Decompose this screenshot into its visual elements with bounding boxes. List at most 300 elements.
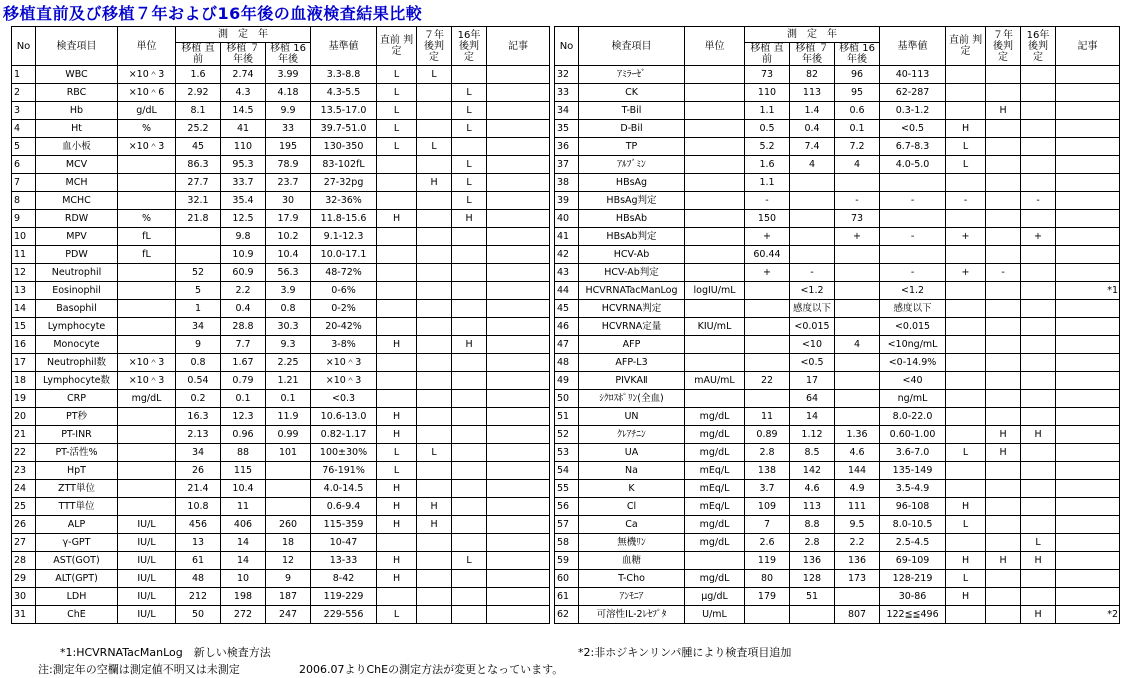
cell-note	[1056, 174, 1120, 192]
cell-16y: 33	[266, 120, 311, 138]
cell-7y: 4	[790, 156, 835, 174]
cell-no: 54	[555, 462, 579, 480]
cell-7y	[790, 192, 835, 210]
cell-judge-before	[377, 192, 417, 210]
cell-ref: <0.3	[311, 390, 377, 408]
cell-ref: 10.6-13.0	[311, 408, 377, 426]
cell-before: 52	[176, 264, 221, 282]
cell-before: 2.13	[176, 426, 221, 444]
cell-item: HBsAb判定	[579, 228, 685, 246]
table-row	[12, 606, 550, 624]
cell-7y: 0.4	[221, 300, 266, 318]
cell-ref: 3.3-8.8	[311, 66, 377, 84]
cell-no: 19	[12, 390, 36, 408]
cell-item: RBC	[36, 84, 118, 102]
cell-item: Hb	[36, 102, 118, 120]
cell-judge-16	[1021, 66, 1056, 84]
cell-judge-7	[417, 192, 452, 210]
cell-note	[487, 354, 550, 372]
cell-no: 59	[555, 552, 579, 570]
cell-7y: <0.5	[790, 354, 835, 372]
cell-16y: 187	[266, 588, 311, 606]
cell-judge-before	[946, 336, 986, 354]
cell-no: 56	[555, 498, 579, 516]
cell-unit: IU/L	[118, 570, 176, 588]
cell-item: HCVRNA判定	[579, 300, 685, 318]
cell-judge-7: H	[986, 552, 1021, 570]
cell-no: 30	[12, 588, 36, 606]
cell-before: 1.1	[745, 174, 790, 192]
cell-no: 61	[555, 588, 579, 606]
cell-judge-16	[452, 282, 487, 300]
cell-no: 35	[555, 120, 579, 138]
table-row	[12, 426, 550, 444]
cell-judge-16	[452, 588, 487, 606]
table-row	[12, 408, 550, 426]
cell-before: +	[745, 228, 790, 246]
cell-unit	[685, 264, 745, 282]
cell-item: ｱﾙﾌﾞﾐﾝ	[579, 156, 685, 174]
table-row	[12, 102, 550, 120]
cell-no: 40	[555, 210, 579, 228]
cell-judge-7	[986, 534, 1021, 552]
table-row	[555, 444, 1120, 462]
cell-16y: 9.5	[835, 516, 880, 534]
cell-ref: 4.0-5.0	[880, 156, 946, 174]
cell-7y: 82	[790, 66, 835, 84]
table-row	[555, 84, 1120, 102]
cell-before: 212	[176, 588, 221, 606]
cell-item: UA	[579, 444, 685, 462]
lab-table-left	[11, 26, 550, 624]
cell-16y	[266, 462, 311, 480]
cell-7y: 10.9	[221, 246, 266, 264]
cell-judge-16: L	[452, 156, 487, 174]
cell-note	[1056, 102, 1120, 120]
cell-7y: 14	[221, 552, 266, 570]
cell-note	[1056, 210, 1120, 228]
cell-item: ALP	[36, 516, 118, 534]
cell-no: 37	[555, 156, 579, 174]
table-row	[12, 336, 550, 354]
cell-ref: 0-6%	[311, 282, 377, 300]
cell-item: HBsAb	[579, 210, 685, 228]
cell-judge-16	[452, 462, 487, 480]
cell-7y: 7.4	[790, 138, 835, 156]
cell-7y: 2.2	[221, 282, 266, 300]
cell-judge-16: H	[1021, 552, 1056, 570]
cell-unit	[118, 318, 176, 336]
cell-judge-7	[986, 516, 1021, 534]
cell-judge-7	[417, 300, 452, 318]
cell-judge-7	[986, 210, 1021, 228]
cell-note	[1056, 354, 1120, 372]
cell-item: Na	[579, 462, 685, 480]
cell-unit: U/mL	[685, 606, 745, 624]
cell-judge-7: L	[417, 444, 452, 462]
cell-7y: 0.4	[790, 120, 835, 138]
cell-ref: <40	[880, 372, 946, 390]
header-measure-year: 測 定 年	[176, 27, 311, 43]
cell-16y: 7.2	[835, 138, 880, 156]
cell-16y: 173	[835, 570, 880, 588]
cell-ref: 8.0-10.5	[880, 516, 946, 534]
cell-7y: 64	[790, 390, 835, 408]
cell-judge-16	[452, 444, 487, 462]
cell-judge-16: H	[452, 210, 487, 228]
cell-judge-16	[452, 606, 487, 624]
cell-item: UN	[579, 408, 685, 426]
cell-item: RDW	[36, 210, 118, 228]
cell-judge-before: L	[946, 138, 986, 156]
cell-judge-16	[1021, 354, 1056, 372]
cell-ref: 4.3-5.5	[311, 84, 377, 102]
cell-note	[487, 84, 550, 102]
cell-no: 57	[555, 516, 579, 534]
cell-unit	[685, 174, 745, 192]
cell-no: 46	[555, 318, 579, 336]
cell-16y: 9.3	[266, 336, 311, 354]
cell-note	[1056, 120, 1120, 138]
cell-16y: 0.6	[835, 102, 880, 120]
cell-unit: mAU/mL	[685, 372, 745, 390]
cell-before: 5	[176, 282, 221, 300]
cell-judge-before	[946, 210, 986, 228]
cell-ref: ng/mL	[880, 390, 946, 408]
cell-before: 26	[176, 462, 221, 480]
cell-unit: mEq/L	[685, 462, 745, 480]
cell-judge-16	[1021, 120, 1056, 138]
cell-no: 29	[12, 570, 36, 588]
cell-item: K	[579, 480, 685, 498]
cell-7y	[790, 246, 835, 264]
cell-16y: 807	[835, 606, 880, 624]
cell-judge-7	[986, 390, 1021, 408]
cell-judge-before: L	[377, 120, 417, 138]
cell-judge-7	[417, 210, 452, 228]
cell-before: 5.2	[745, 138, 790, 156]
cell-ref: ×10＾3	[311, 372, 377, 390]
cell-no: 55	[555, 480, 579, 498]
cell-judge-16	[452, 318, 487, 336]
cell-note	[487, 300, 550, 318]
cell-unit	[685, 192, 745, 210]
cell-judge-16: L	[452, 102, 487, 120]
cell-judge-7: -	[986, 264, 1021, 282]
cell-before: 48	[176, 570, 221, 588]
cell-item: HCVRNA定量	[579, 318, 685, 336]
cell-ref: 62-287	[880, 84, 946, 102]
cell-16y	[835, 372, 880, 390]
cell-judge-7	[417, 318, 452, 336]
cell-no: 60	[555, 570, 579, 588]
cell-judge-7	[417, 426, 452, 444]
cell-judge-7: H	[986, 102, 1021, 120]
cell-unit	[118, 192, 176, 210]
table-row	[555, 534, 1120, 552]
lab-table-left-body	[12, 66, 550, 624]
cell-16y: 12	[266, 552, 311, 570]
cell-item: γ-GPT	[36, 534, 118, 552]
cell-item: PDW	[36, 246, 118, 264]
cell-judge-16	[1021, 138, 1056, 156]
cell-judge-before	[377, 372, 417, 390]
cell-16y	[835, 264, 880, 282]
cell-judge-7	[986, 372, 1021, 390]
cell-before: 45	[176, 138, 221, 156]
cell-unit: %	[118, 120, 176, 138]
cell-judge-16	[452, 570, 487, 588]
cell-7y: 0.79	[221, 372, 266, 390]
table-row	[555, 66, 1120, 84]
cell-judge-16	[452, 498, 487, 516]
table-row	[555, 588, 1120, 606]
cell-7y: 12.5	[221, 210, 266, 228]
table-row	[12, 552, 550, 570]
cell-judge-7	[986, 246, 1021, 264]
cell-judge-before	[946, 174, 986, 192]
cell-ref: <0.015	[880, 318, 946, 336]
cell-before: 9	[176, 336, 221, 354]
cell-judge-16	[452, 264, 487, 282]
lab-table-right	[554, 26, 1120, 624]
cell-7y: 1.12	[790, 426, 835, 444]
cell-7y: 7.7	[221, 336, 266, 354]
table-row	[555, 264, 1120, 282]
cell-16y: 3.99	[266, 66, 311, 84]
cell-no: 47	[555, 336, 579, 354]
cell-before: 1.1	[745, 102, 790, 120]
cell-judge-before	[377, 228, 417, 246]
cell-item: MCH	[36, 174, 118, 192]
cell-ref: <0-14.9%	[880, 354, 946, 372]
cell-16y: 96	[835, 66, 880, 84]
cell-7y: 128	[790, 570, 835, 588]
cell-no: 52	[555, 426, 579, 444]
header-item: 検査項目	[579, 27, 685, 66]
cell-judge-16	[1021, 156, 1056, 174]
cell-no: 5	[12, 138, 36, 156]
cell-ref: 13.5-17.0	[311, 102, 377, 120]
cell-16y: 2.25	[266, 354, 311, 372]
cell-note	[487, 66, 550, 84]
cell-judge-16	[452, 516, 487, 534]
cell-ref: -	[880, 192, 946, 210]
cell-ref: 3-8%	[311, 336, 377, 354]
cell-item: PT秒	[36, 408, 118, 426]
cell-7y: 感度以下	[790, 300, 835, 318]
cell-note	[487, 444, 550, 462]
cell-item: Eosinophil	[36, 282, 118, 300]
cell-judge-16	[1021, 444, 1056, 462]
cell-judge-before: L	[377, 606, 417, 624]
cell-7y: 14	[790, 408, 835, 426]
cell-item: AFP-L3	[579, 354, 685, 372]
cell-judge-16	[1021, 390, 1056, 408]
table-row	[12, 588, 550, 606]
cell-judge-7	[986, 300, 1021, 318]
table-row	[12, 516, 550, 534]
cell-item: 血糖	[579, 552, 685, 570]
header-judge-before: 直前 判定	[946, 27, 986, 66]
header-before: 移植 直前	[176, 43, 221, 66]
cell-7y: 8.5	[790, 444, 835, 462]
cell-judge-before	[946, 390, 986, 408]
cell-unit	[685, 102, 745, 120]
cell-judge-7	[417, 570, 452, 588]
cell-judge-7	[986, 66, 1021, 84]
cell-note	[487, 480, 550, 498]
cell-judge-7: H	[417, 174, 452, 192]
cell-16y: +	[835, 228, 880, 246]
cell-note	[1056, 516, 1120, 534]
cell-judge-before: L	[377, 84, 417, 102]
table-row	[12, 390, 550, 408]
cell-unit: ×10＾3	[118, 66, 176, 84]
cell-judge-before	[946, 246, 986, 264]
cell-7y: 14	[221, 534, 266, 552]
cell-note	[1056, 408, 1120, 426]
cell-16y: 3.9	[266, 282, 311, 300]
cell-ref: 83-102fL	[311, 156, 377, 174]
table-row	[555, 174, 1120, 192]
cell-ref: 10-47	[311, 534, 377, 552]
cell-unit	[685, 354, 745, 372]
cell-judge-before	[946, 84, 986, 102]
cell-16y: 2.2	[835, 534, 880, 552]
cell-16y	[835, 588, 880, 606]
cell-judge-7	[986, 336, 1021, 354]
cell-unit	[118, 498, 176, 516]
cell-item: Lymphocyte	[36, 318, 118, 336]
cell-judge-16	[1021, 498, 1056, 516]
cell-no: 43	[555, 264, 579, 282]
cell-judge-before	[377, 390, 417, 408]
cell-item: T-Bil	[579, 102, 685, 120]
cell-judge-before: H	[377, 516, 417, 534]
cell-7y: 2.74	[221, 66, 266, 84]
cell-judge-7	[417, 462, 452, 480]
cell-note	[1056, 552, 1120, 570]
cell-no: 44	[555, 282, 579, 300]
header-measure-year: 測 定 年	[745, 27, 880, 43]
cell-judge-16: L	[452, 174, 487, 192]
cell-ref: 30-86	[880, 588, 946, 606]
cell-16y: 56.3	[266, 264, 311, 282]
cell-7y: 2.8	[790, 534, 835, 552]
cell-item: TP	[579, 138, 685, 156]
cell-16y: 78.9	[266, 156, 311, 174]
cell-note	[487, 408, 550, 426]
cell-note	[1056, 228, 1120, 246]
cell-judge-16	[1021, 570, 1056, 588]
cell-item: MPV	[36, 228, 118, 246]
cell-judge-before: H	[377, 408, 417, 426]
cell-judge-before	[946, 66, 986, 84]
cell-note	[1056, 264, 1120, 282]
cell-no: 18	[12, 372, 36, 390]
cell-item: AFP	[579, 336, 685, 354]
cell-unit: %	[118, 210, 176, 228]
cell-unit	[118, 426, 176, 444]
cell-7y: 0.96	[221, 426, 266, 444]
cell-unit	[685, 552, 745, 570]
cell-unit	[118, 408, 176, 426]
table-row	[555, 408, 1120, 426]
cell-item: Lymphocyte数	[36, 372, 118, 390]
cell-unit: mg/dL	[118, 390, 176, 408]
cell-judge-16	[1021, 336, 1056, 354]
cell-note	[487, 192, 550, 210]
cell-judge-before	[377, 588, 417, 606]
cell-note	[1056, 192, 1120, 210]
cell-16y: 4	[835, 336, 880, 354]
cell-before: 8.1	[176, 102, 221, 120]
cell-16y	[835, 318, 880, 336]
cell-judge-7	[986, 156, 1021, 174]
table-row	[555, 120, 1120, 138]
cell-before: 456	[176, 516, 221, 534]
cell-judge-7	[986, 174, 1021, 192]
table-row	[555, 228, 1120, 246]
cell-before: 73	[745, 66, 790, 84]
table-row	[555, 318, 1120, 336]
cell-before: 25.2	[176, 120, 221, 138]
cell-no: 16	[12, 336, 36, 354]
table-row	[12, 156, 550, 174]
cell-before: 1	[176, 300, 221, 318]
cell-7y: 198	[221, 588, 266, 606]
cell-unit: mEq/L	[685, 480, 745, 498]
cell-judge-before: H	[377, 336, 417, 354]
cell-judge-before	[377, 354, 417, 372]
cell-before: 27.7	[176, 174, 221, 192]
cell-7y: 142	[790, 462, 835, 480]
cell-unit: mg/dL	[685, 516, 745, 534]
cell-note	[487, 318, 550, 336]
cell-judge-before: H	[377, 426, 417, 444]
table-row	[12, 300, 550, 318]
cell-judge-16	[452, 300, 487, 318]
cell-16y: 0.99	[266, 426, 311, 444]
table-row	[555, 480, 1120, 498]
cell-judge-before: H	[946, 552, 986, 570]
cell-before: 80	[745, 570, 790, 588]
cell-note	[1056, 156, 1120, 174]
table-row	[555, 138, 1120, 156]
cell-16y: 73	[835, 210, 880, 228]
cell-before: 119	[745, 552, 790, 570]
cell-before	[745, 336, 790, 354]
cell-7y: 0.1	[221, 390, 266, 408]
cell-judge-before: L	[946, 444, 986, 462]
cell-16y: 1.36	[835, 426, 880, 444]
cell-judge-7: H	[986, 444, 1021, 462]
cell-judge-16: H	[452, 336, 487, 354]
lab-table-right-body	[555, 66, 1120, 624]
cell-note	[487, 498, 550, 516]
cell-16y: 9	[266, 570, 311, 588]
note-blank-cells: 注:測定年の空欄は測定値不明又は未測定	[38, 663, 240, 676]
cell-before: 7	[745, 516, 790, 534]
cell-judge-before	[946, 426, 986, 444]
cell-no: 27	[12, 534, 36, 552]
table-row	[12, 246, 550, 264]
cell-before: 0.54	[176, 372, 221, 390]
table-row	[555, 552, 1120, 570]
footnote-1: *1:HCVRNATacManLog 新しい検査方法	[60, 646, 271, 659]
header-note: 記事	[1056, 27, 1120, 66]
